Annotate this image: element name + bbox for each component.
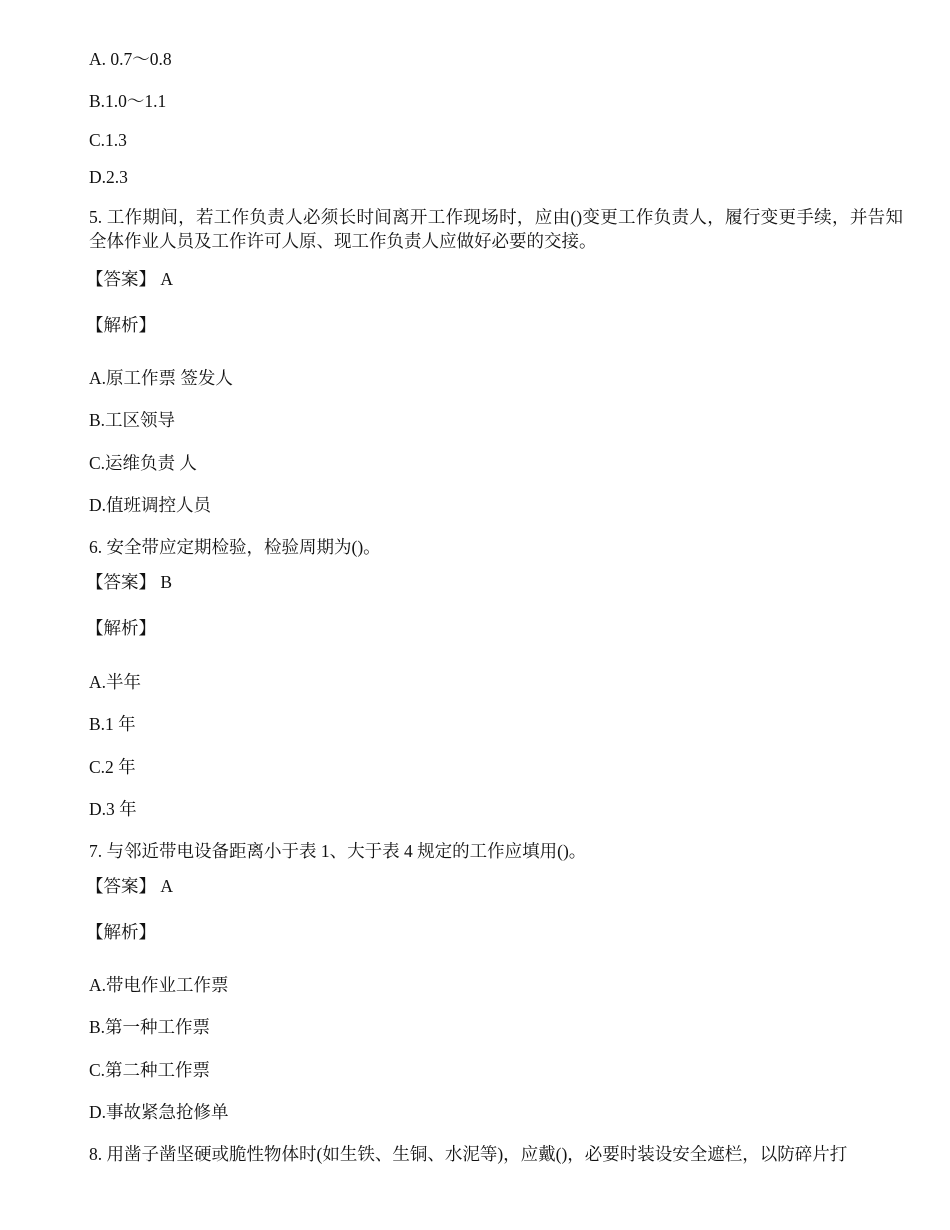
option-a: A.带电作业工作票: [89, 975, 229, 995]
option-d: D.2.3: [89, 167, 128, 187]
option-a: A.原工作票 签发人: [89, 368, 233, 388]
option-b: B.第一种工作票: [89, 1017, 211, 1037]
option-b: B.1 年: [89, 714, 136, 734]
option-b: B.1.0～1.1: [89, 91, 167, 111]
option-a: A.半年: [89, 672, 142, 692]
answer-label: 【答案】 A: [86, 876, 174, 896]
analysis-label: 【解析】: [86, 315, 156, 335]
option-d: D.3 年: [89, 799, 137, 819]
option-a: A. 0.7～0.8: [89, 49, 172, 69]
option-c: C.2 年: [89, 757, 136, 777]
answer-label: 【答案】 B: [86, 572, 173, 592]
option-c: C.1.3: [89, 130, 127, 150]
option-d: D.事故紧急抢修单: [89, 1102, 229, 1122]
question-stem: 7. 与邻近带电设备距离小于表 1、大于表 4 规定的工作应填用()。: [89, 841, 587, 861]
option-c: C.第二种工作票: [89, 1060, 211, 1080]
option-b: B.工区领导: [89, 410, 176, 430]
question-stem: 6. 安全带应定期检验，检验周期为()。: [89, 537, 381, 557]
question-stem: 8. 用凿子凿坚硬或脆性物体时(如生铁、生铜、水泥等)，应戴()，必要时装设安全遮栏，以防碎片打: [89, 1144, 848, 1164]
analysis-label: 【解析】: [86, 922, 156, 942]
analysis-label: 【解析】: [86, 618, 156, 638]
option-d: D.值班调控人员: [89, 495, 212, 515]
option-c: C.运维负责 人: [89, 453, 197, 473]
question-stem: 5. 工作期间，若工作负责人必须长时间离开工作现场时，应由()变更工作负责人，履行变更手续，并告知全体作业人员及工作许可人原、现工作负责人应做好必要的交接。: [89, 207, 903, 251]
answer-label: 【答案】 A: [86, 269, 174, 289]
